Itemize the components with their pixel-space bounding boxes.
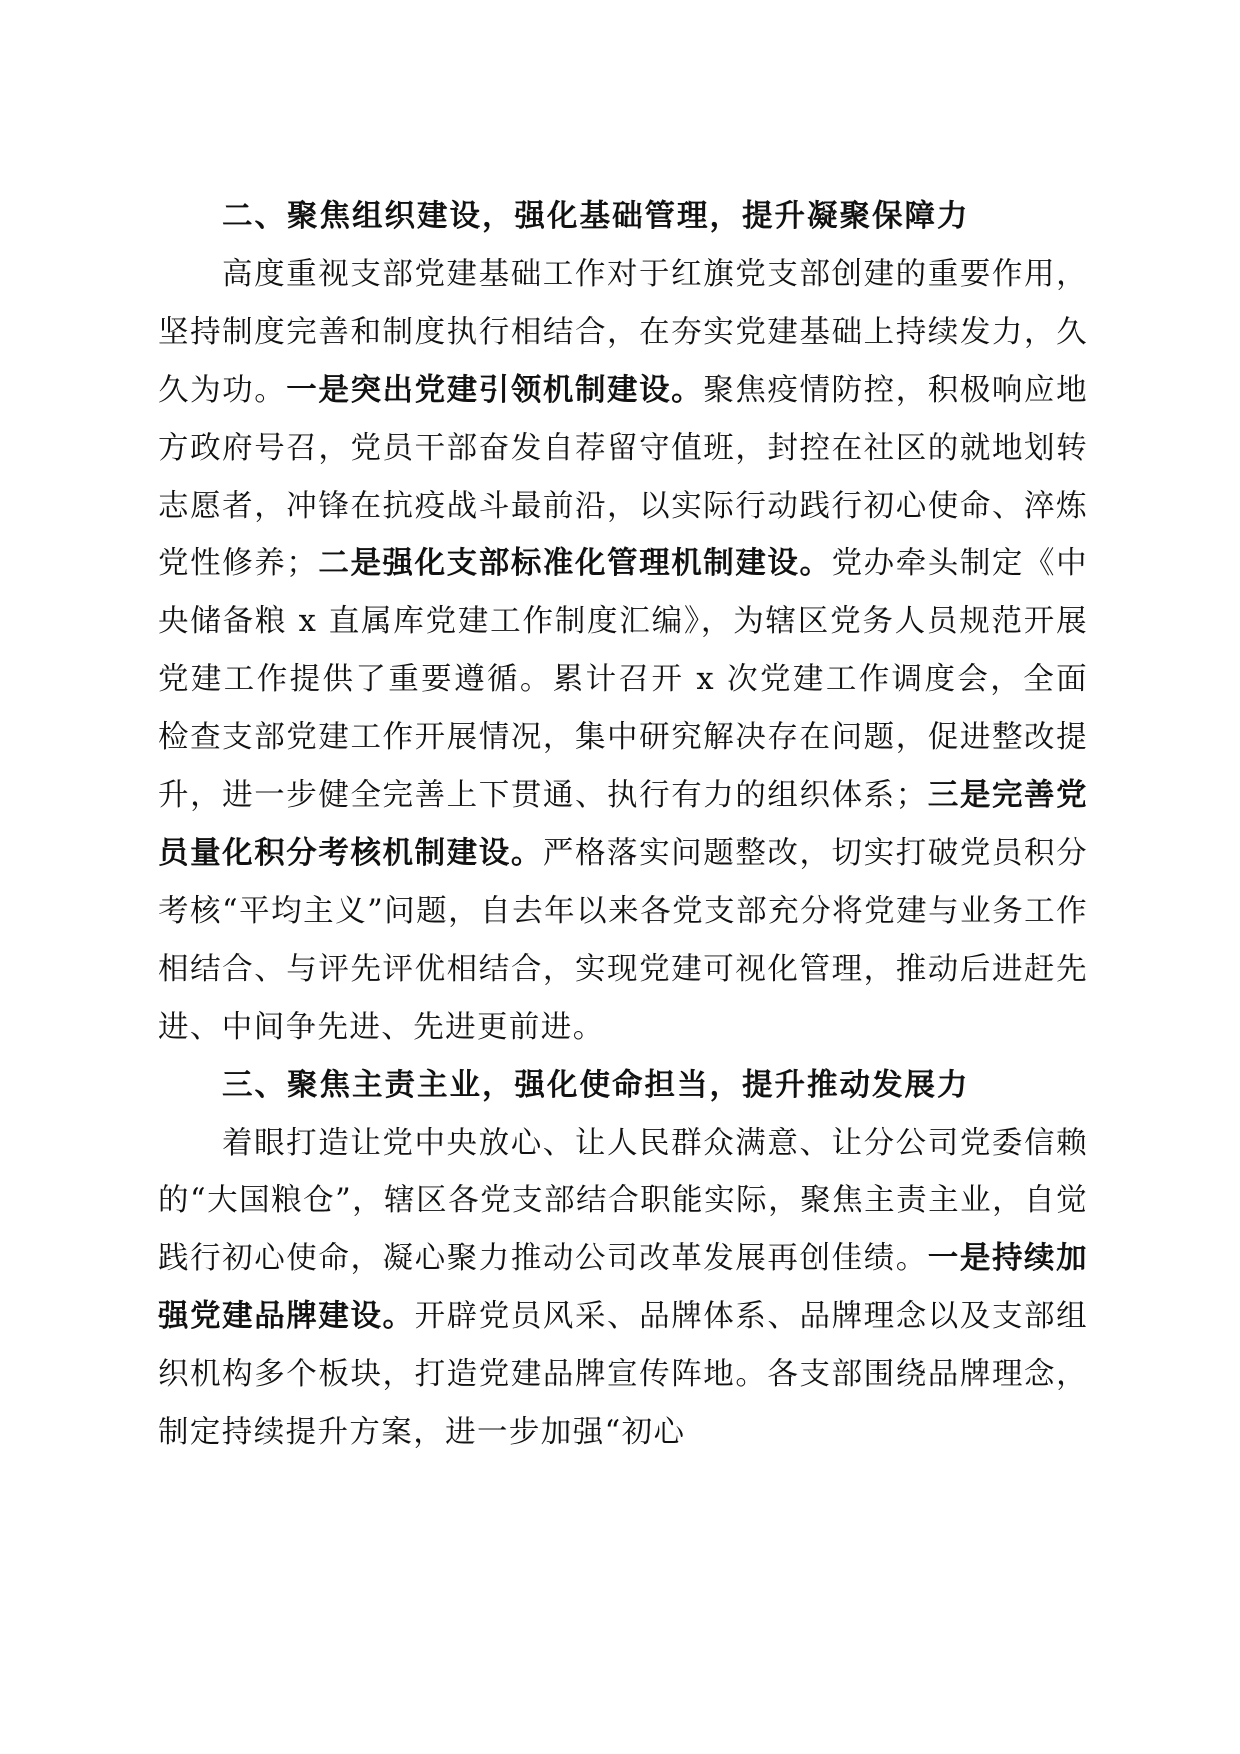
section-3-paragraph	[158, 1115, 1088, 1462]
point-1-text: 聚焦疫情防控，积极响应地方政府号召，党员干部奋发自荐留守值班，封控在社区的就地划转志愿者，冲锋在抗疫战斗最前沿，以实际行动践行初心使命、淬炼党性修养；	[158, 372, 1088, 582]
section-3-point-1-text: 开辟党员风采、品牌体系、品牌理念以及支部组织机构多个板块，打造党建品牌宣传阵地。各支部围绕品牌理念，制定持续提升方案，进一步加强“初心	[158, 1299, 1089, 1451]
section-2-paragraph	[158, 246, 1088, 1057]
point-1-title: 一是突出党建引领机制建设。	[286, 371, 704, 408]
section-3-point-1-title: 一是持续加强党建品牌建设。	[158, 1240, 1088, 1335]
section-heading-3: 三、聚焦主责主业，强化使命担当，提升推动发展力	[222, 1066, 970, 1103]
point-3-title: 三是完善党员量化积分考核机制建设。	[158, 777, 1088, 871]
point-2-text: 党办牵头制定《中央储备粮 x 直属库党建工作制度汇编》，为辖区党务人员规范开展党建工作提供了重要遵循。累计召开 x 次党建工作调度会，全面检查支部党建工作开展情况，集中研究解决存在问题，促进整改提升，进一步健全完善上下贯通、执行有力的组织体系；	[158, 546, 1089, 814]
point-3-text: 严格落实问题整改，切实打破党员积分考核“平均主义”问题，自去年以来各党支部充分将党建与业务工作相结合、与评先评优相结合，实现党建可视化管理，推动后进赶先进、中间争先进、先进更前进。	[158, 835, 1088, 1045]
point-2-title: 二是强化支部标准化管理机制建设。	[318, 545, 832, 582]
section-3-intro: 着眼打造让党中央放心、让人民群众满意、让分公司党委信赖的“大国粮仓”，辖区各党支部结合职能实际，聚焦主责主业，自觉践行初心使命，凝心聚力推动公司改革发展再创佳绩。	[158, 1125, 1088, 1277]
document-body	[158, 188, 1088, 1462]
section-2-intro: 高度重视支部党建基础工作对于红旗党支部创建的重要作用，坚持制度完善和制度执行相结合，在夯实党建基础上持续发力，久久为功。	[158, 256, 1088, 408]
section-heading-2: 二、聚焦组织建设，强化基础管理，提升凝聚保障力	[222, 198, 970, 234]
